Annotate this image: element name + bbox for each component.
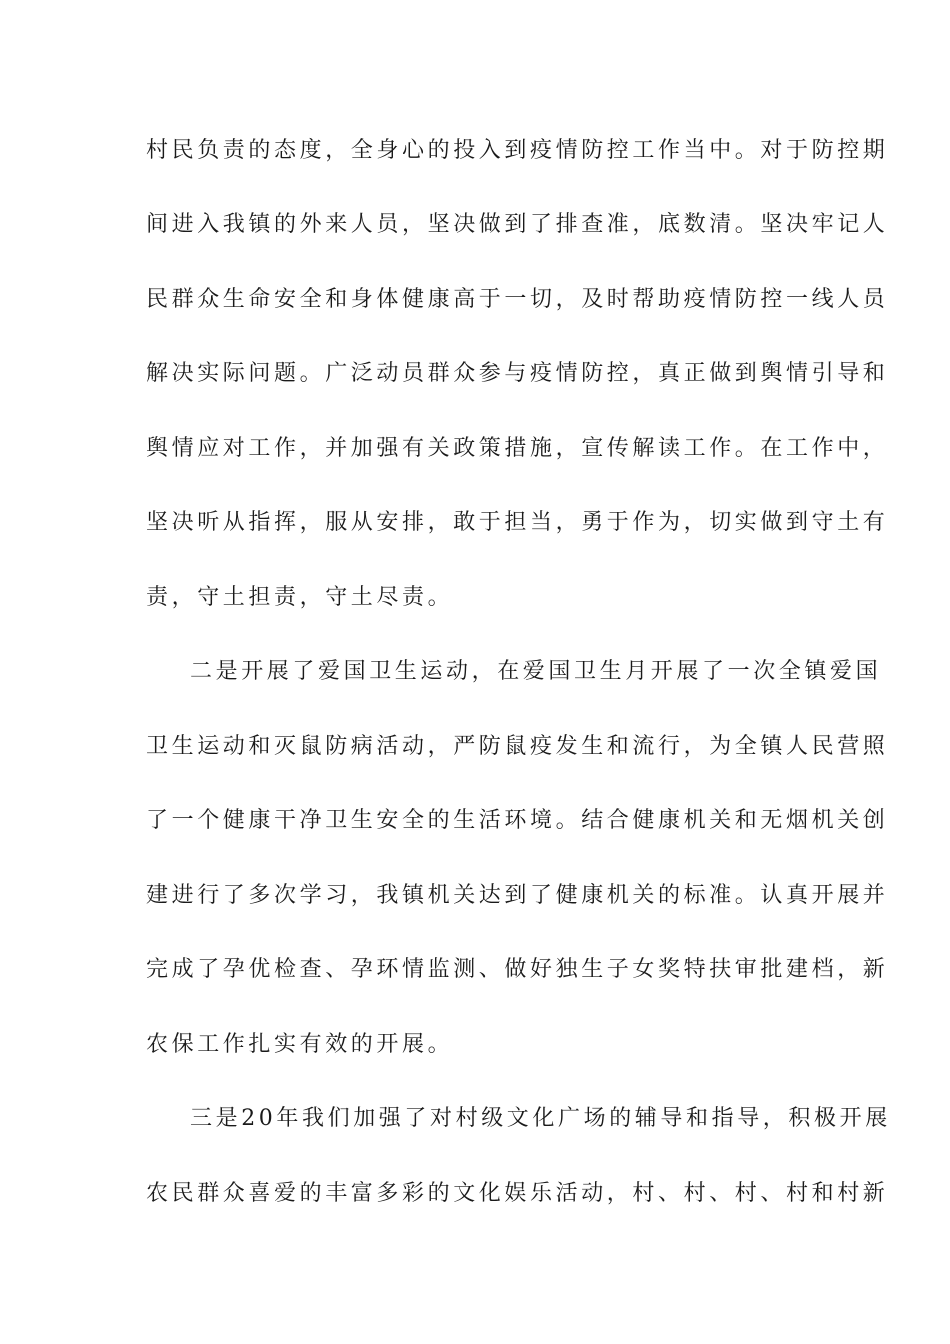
- paragraph-line: 了一个健康干净卫生安全的生活环境。结合健康机关和无烟机关创: [146, 808, 889, 833]
- paragraph-line: 二是开展了爱国卫生运动，在爱国卫生月开展了一次全镇爱国: [190, 659, 882, 684]
- paragraph-line: 三是20年我们加强了对村级文化广场的辅导和指导，积极开展: [190, 1106, 891, 1131]
- paragraph-line: 解决实际问题。广泛动员群众参与疫情防控，真正做到舆情引导和: [146, 361, 889, 386]
- paragraph-line: 间进入我镇的外来人员，坚决做到了排查准，底数清。坚决牢记人: [146, 212, 889, 237]
- paragraph-line: 农保工作扎实有效的开展。: [146, 1032, 454, 1057]
- paragraph-line: 村民负责的态度，全身心的投入到疫情防控工作当中。对于防控期: [146, 138, 889, 163]
- paragraph-line: 责，守土担责，守土尽责。: [146, 585, 454, 610]
- paragraph-line: 农民群众喜爱的丰富多彩的文化娱乐活动，村、村、村、村和村新: [146, 1181, 889, 1206]
- paragraph-line: 完成了孕优检查、孕环情监测、做好独生子女奖特扶审批建档，新: [146, 957, 889, 982]
- paragraph-line: 民群众生命安全和身体健康高于一切，及时帮助疫情防控一线人员: [146, 287, 889, 312]
- paragraph-line: 坚决听从指挥，服从安排，敢于担当，勇于作为，切实做到守土有: [146, 510, 889, 535]
- paragraph-line: 舆情应对工作，并加强有关政策措施，宣传解读工作。在工作中，: [146, 436, 889, 461]
- paragraph-line: 建进行了多次学习，我镇机关达到了健康机关的标准。认真开展并: [146, 883, 889, 908]
- paragraph-line: 卫生运动和灭鼠防病活动，严防鼠疫发生和流行，为全镇人民营照: [146, 734, 889, 759]
